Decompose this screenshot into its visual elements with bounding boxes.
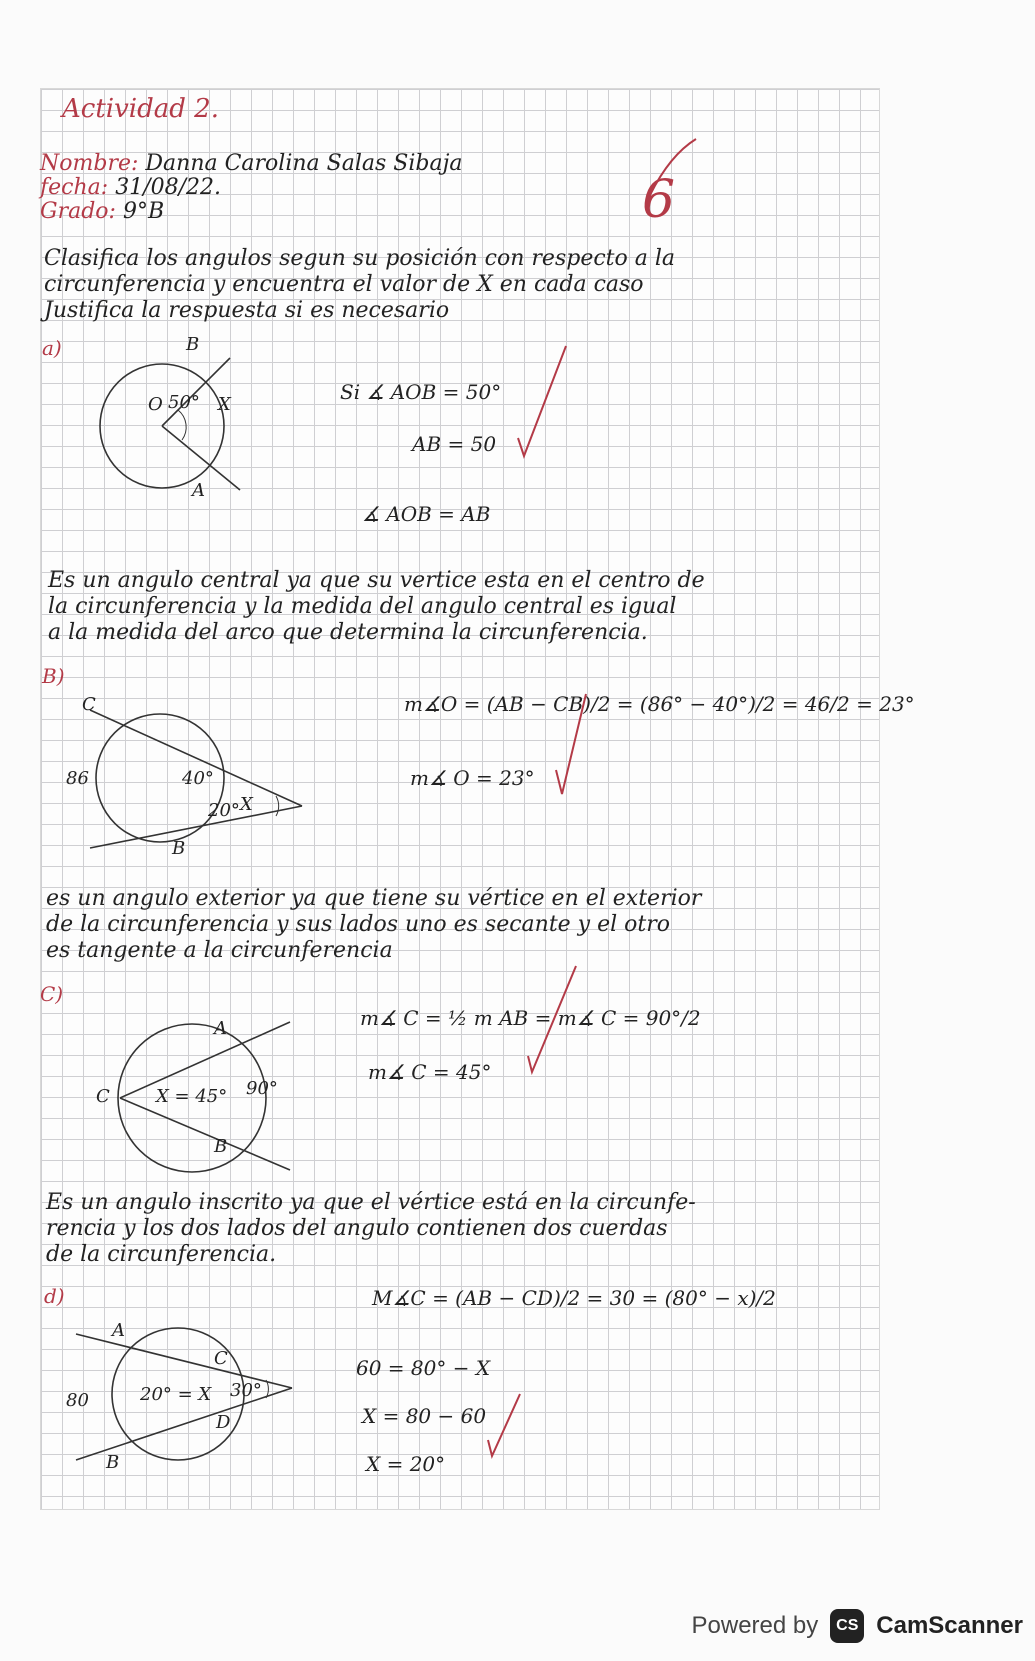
section-a-label-50: 50°	[168, 392, 200, 413]
section-a-eq-1: Si ∡ AOB = 50°	[340, 380, 502, 404]
section-d-label-c: C	[214, 1348, 228, 1369]
section-a-explanation-1: Es un angulo central ya que su vertice esta en el centro de	[48, 568, 705, 593]
section-d-letter: d)	[44, 1284, 65, 1308]
section-d-eq-4: X = 20°	[366, 1452, 446, 1476]
instruction-line-1: Clasifica los angulos segun su posición con respecto a la	[44, 246, 675, 271]
section-a-label-b: B	[186, 334, 200, 355]
date-line	[40, 176, 221, 200]
grade-label: Grado:	[40, 199, 116, 224]
section-b-label-40: 40°	[182, 768, 214, 789]
grade-line	[40, 200, 164, 224]
section-a-label-o: O	[148, 394, 163, 415]
section-b-label-20: 20°	[208, 800, 240, 821]
section-a-explanation-3: a la medida del arco que determina la circunferencia.	[48, 620, 648, 645]
section-b-explanation-3: es tangente a la circunferencia	[46, 938, 393, 963]
section-a-eq-2: AB = 50	[412, 432, 497, 456]
section-b-check	[550, 690, 590, 800]
section-c-eq-1: m∡ C = ½ m AB = m∡ C = 90°/2	[360, 1006, 701, 1030]
section-a-eq-3: ∡ AOB = AB	[362, 502, 491, 526]
section-c-check	[520, 960, 580, 1080]
section-c-label-a: A	[214, 1018, 227, 1039]
section-c-label-90: 90°	[246, 1078, 278, 1099]
section-b-eq-2: m∡ O = 23°	[410, 766, 535, 790]
section-d-label-d: D	[216, 1412, 231, 1433]
section-c-eq-2: m∡ C = 45°	[368, 1060, 492, 1084]
section-d-eq-2: 60 = 80° − X	[356, 1356, 491, 1380]
section-b-letter: B)	[42, 664, 65, 688]
camscanner-logo-icon: CS	[830, 1609, 864, 1643]
section-a-figure	[90, 350, 260, 520]
section-a-label-a: A	[192, 480, 205, 501]
date-value: 31/08/22.	[115, 175, 221, 200]
section-b-label-86: 86	[66, 768, 89, 789]
score-stroke	[640, 135, 700, 195]
camscanner-brand: CamScanner	[876, 1612, 1023, 1639]
name-label: Nombre:	[40, 151, 139, 176]
name-value: Danna Carolina Salas Sibaja	[145, 151, 463, 176]
section-d-label-80: 80	[66, 1390, 89, 1411]
section-c-label-x45: X = 45°	[156, 1086, 228, 1107]
section-b-label-b: B	[172, 838, 186, 859]
powered-by-text: Powered by	[691, 1612, 819, 1639]
instruction-line-2: circunferencia y encuentra el valor de X en cada caso	[44, 272, 644, 297]
section-a-check	[510, 340, 570, 460]
section-a-letter: a)	[42, 336, 62, 360]
section-d-eq-1: M∡C = (AB − CD)/2 = 30 = (80° − x)/2	[372, 1286, 776, 1310]
section-b-eq-1: m∡O = (AB − CB)/2 = (86° − 40°)/2 = 46/2 = 23°	[404, 692, 915, 716]
score-mark: 6	[642, 170, 676, 230]
activity-title: Actividad 2.	[62, 94, 219, 124]
section-c-label-b: B	[214, 1136, 228, 1157]
camscanner-watermark	[692, 1609, 1023, 1643]
grade-value: 9°B	[122, 199, 165, 224]
section-a-explanation-2: la circunferencia y la medida del angulo central es igual	[48, 594, 677, 619]
section-c-explanation-2: rencia y los dos lados del angulo contienen dos cuerdas	[46, 1216, 668, 1241]
section-a-label-x: X	[218, 394, 231, 415]
section-d-label-30: 30°	[230, 1380, 262, 1401]
date-label: fecha:	[40, 175, 109, 200]
section-b-explanation-2: de la circunferencia y sus lados uno es secante y el otro	[46, 912, 671, 937]
section-c-label-c: C	[96, 1086, 110, 1107]
section-c-explanation-3: de la circunferencia.	[46, 1242, 277, 1267]
section-d-eq-3: X = 80 − 60	[362, 1404, 487, 1428]
section-d-label-a: A	[112, 1320, 125, 1341]
section-b-label-c: C	[82, 694, 96, 715]
section-b-explanation-1: es un angulo exterior ya que tiene su vértice en el exterior	[46, 886, 702, 911]
name-line	[40, 152, 463, 176]
section-b-label-x: X	[240, 794, 253, 815]
section-d-label-20x: 20° = X	[140, 1384, 212, 1405]
section-d-check	[484, 1390, 524, 1460]
section-d-label-b: B	[106, 1452, 120, 1473]
instruction-line-3: Justifica la respuesta si es necesario	[44, 298, 450, 323]
section-c-letter: C)	[40, 982, 64, 1006]
section-c-explanation-1: Es un angulo inscrito ya que el vértice está en la circunfe-	[46, 1190, 696, 1215]
